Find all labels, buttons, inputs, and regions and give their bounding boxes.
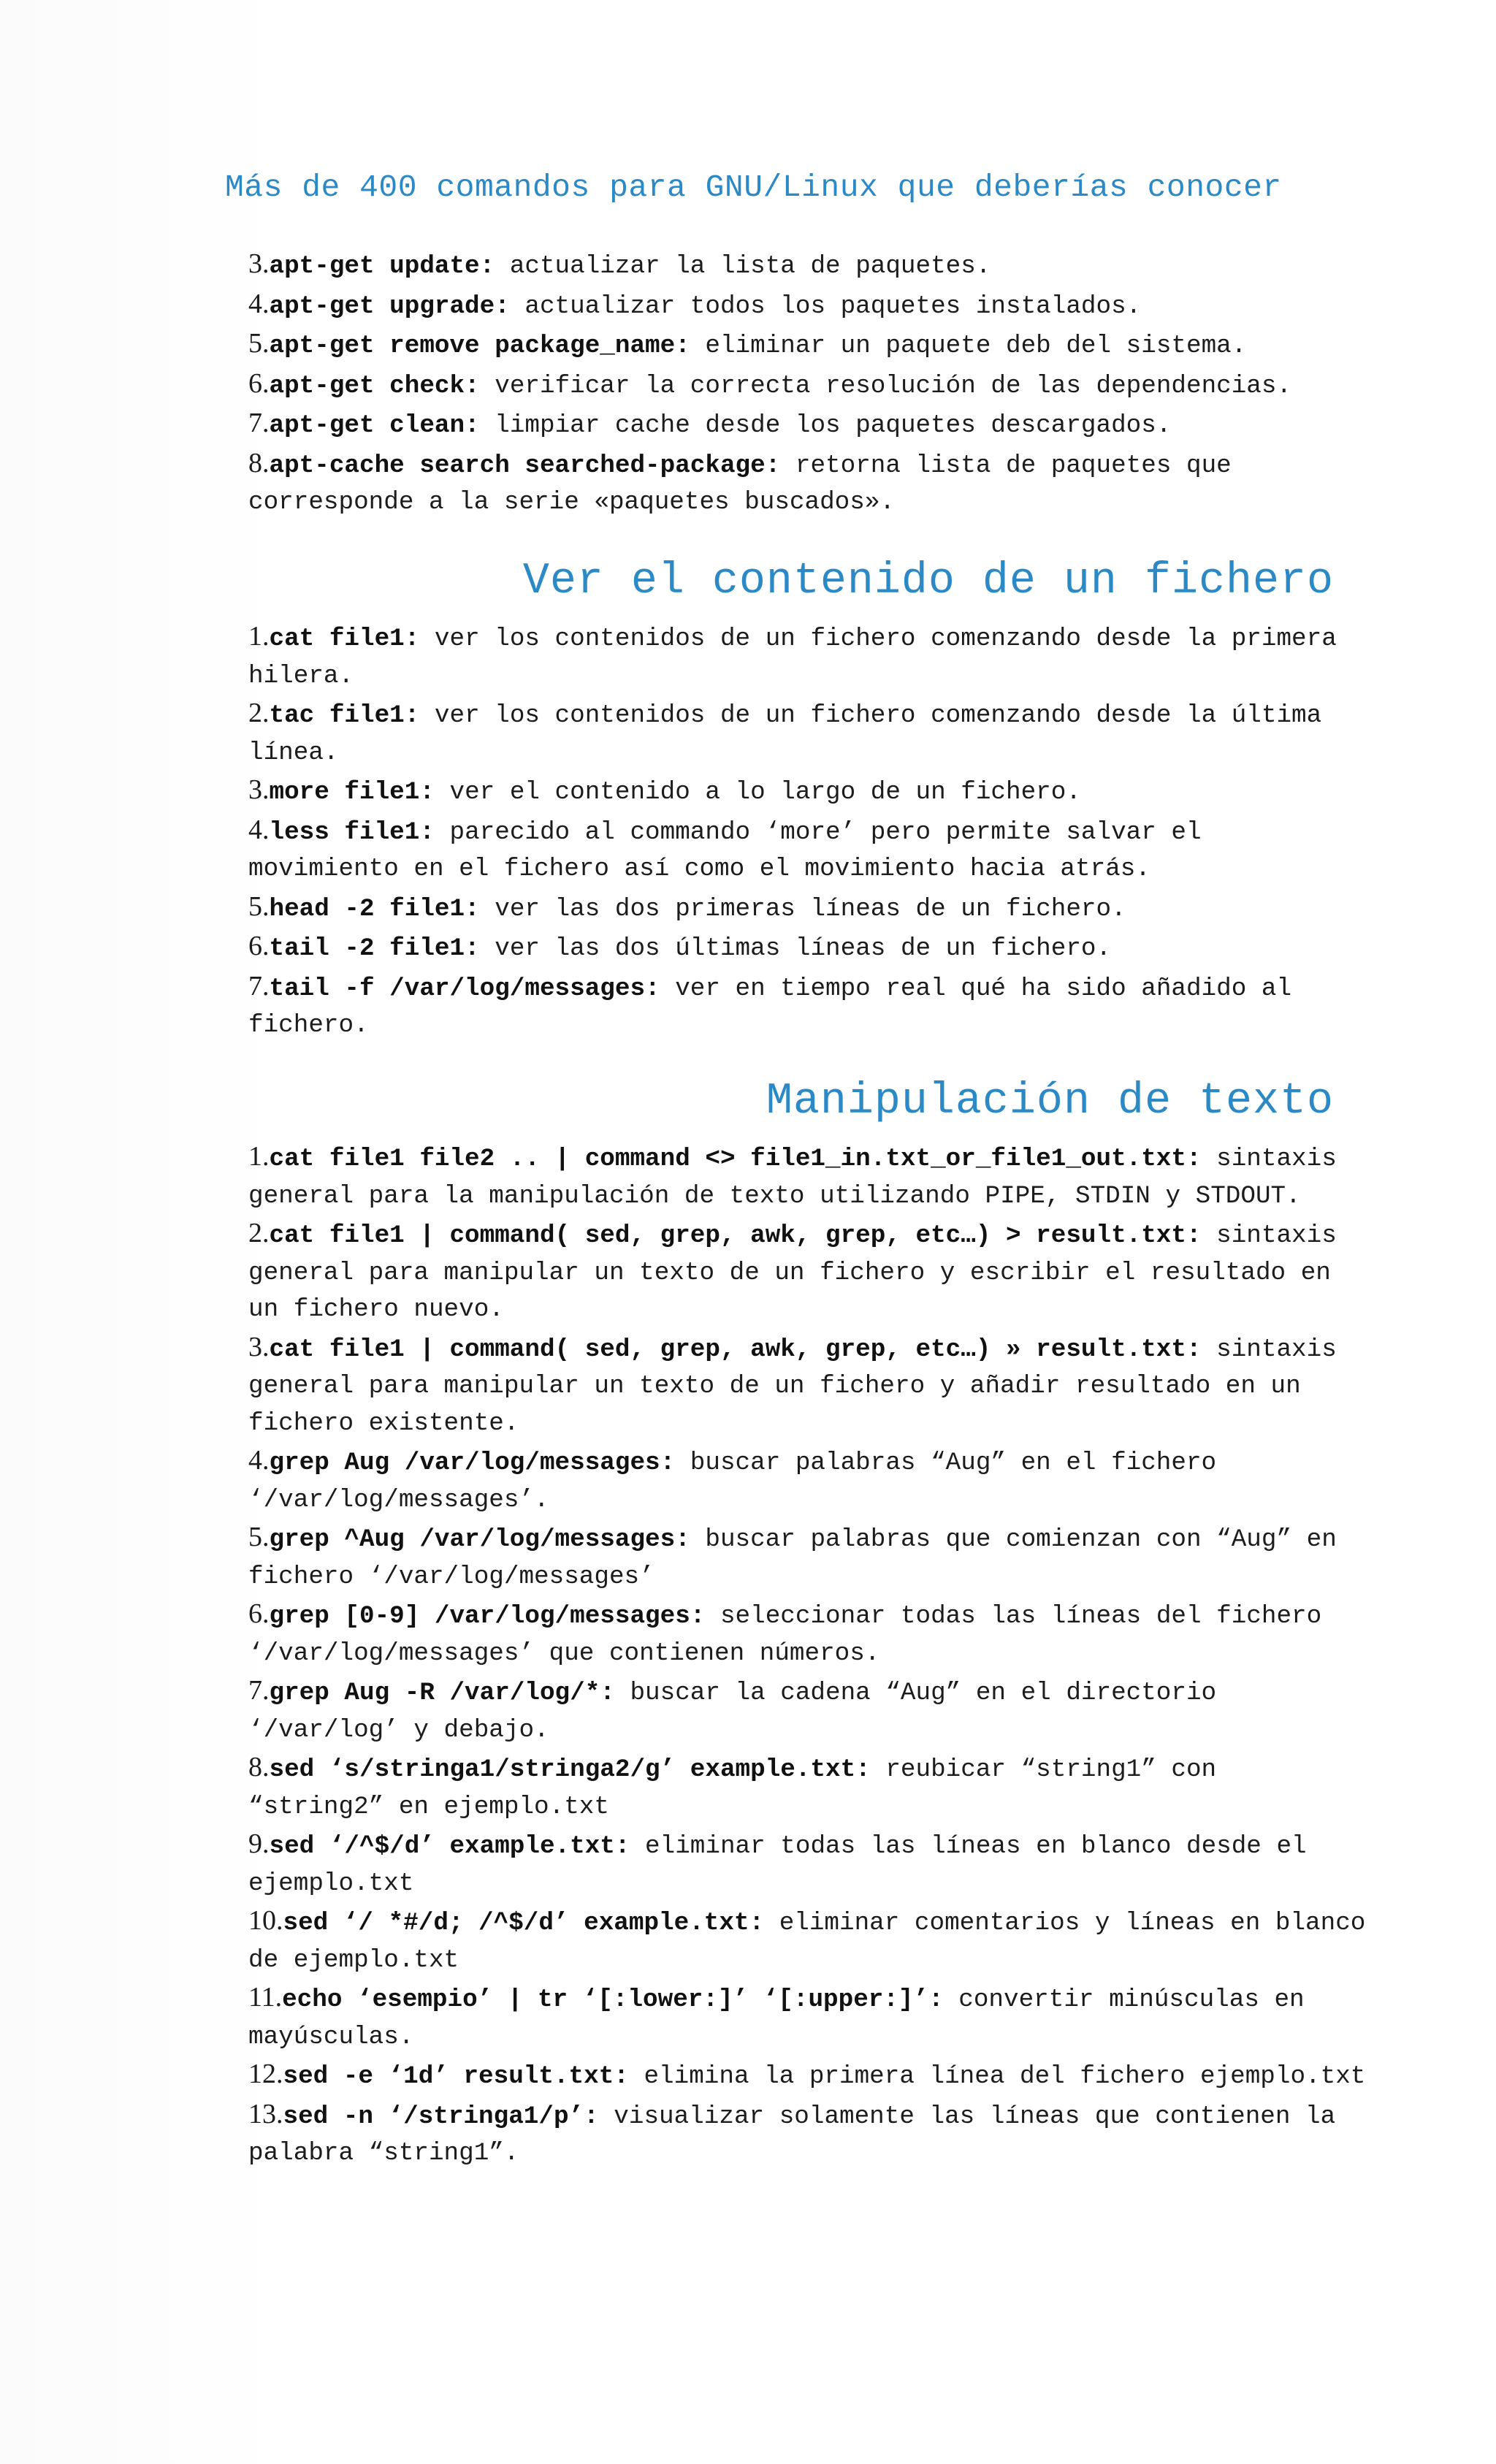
list-item (248, 771, 1366, 812)
list-item (248, 1749, 1366, 1826)
command-description: ver los contenidos de un fichero comenzando desde la última línea. (248, 701, 1322, 767)
command-description: buscar la cadena “Aug” en el directorio ‘/var/log’ y debajo. (248, 1679, 1217, 1744)
command-description: eliminar un paquete deb del sistema. (690, 332, 1247, 360)
list-item (248, 245, 1366, 286)
item-number: 2. (248, 1218, 270, 1248)
item-number: 5. (248, 890, 270, 922)
command-text: sed ‘s/stringa1/stringa2/g’ example.txt: (269, 1755, 871, 1784)
command-text: apt-get update: (269, 252, 495, 281)
command-description: elimina la primera línea del fichero ejemplo.txt (628, 2062, 1366, 2091)
item-number: 3. (248, 1331, 270, 1362)
item-number: 8. (248, 447, 270, 478)
command-description: sintaxis general para manipular un texto de un fichero y escribir el resultado en un fichero nuevo. (248, 1221, 1337, 1324)
item-number: 13. (248, 2098, 283, 2129)
command-text: tail -2 file1: (269, 934, 480, 963)
list-item (248, 812, 1366, 888)
list-item (248, 1215, 1366, 1329)
command-text: tac file1: (269, 701, 420, 730)
command-description: visualizar solamente las líneas que contienen la palabra “string1”. (248, 2102, 1336, 2167)
document-title: Más de 400 comandos para GNU/Linux que deberías conocer (225, 169, 1282, 205)
command-text: cat file1: (269, 625, 420, 653)
item-number: 6. (248, 367, 270, 399)
item-number: 5. (248, 1522, 270, 1552)
command-text: echo ‘esempio’ | tr ‘[:lower:]’ ‘[:upper:]’: (282, 1986, 944, 2014)
list-item (248, 325, 1366, 365)
command-description: ver el contenido a lo largo de un fichero. (434, 778, 1081, 806)
command-description: convertir minúsculas en mayúsculas. (248, 1986, 1305, 2051)
list-item (248, 1979, 1366, 2056)
command-text: apt-get remove package_name: (269, 332, 690, 360)
command-description: parecido al commando ‘more’ pero permite salvar el movimiento en el fichero así como el movimiento hacia atrás. (248, 817, 1202, 883)
list-item (248, 1902, 1366, 1979)
item-number: 5. (248, 328, 270, 359)
item-number: 9. (248, 1828, 270, 1859)
item-number: 2. (248, 698, 270, 728)
command-text: tail -f /var/log/messages: (269, 974, 660, 1003)
item-number: 4. (248, 814, 270, 845)
command-description: ver las dos últimas líneas de un fichero. (479, 934, 1112, 963)
command-text: apt-get check: (269, 371, 480, 400)
command-text: sed -e ‘1d’ result.txt: (283, 2062, 629, 2091)
command-description: actualizar la lista de paquetes. (495, 252, 991, 281)
command-text: cat file1 file2 .. | command <> file1_in.txt_or_file1_out.txt: (269, 1145, 1202, 1173)
list-item (248, 695, 1366, 771)
list-item (248, 1442, 1366, 1519)
command-description: verificar la correcta resolución de las dependencias. (479, 371, 1292, 400)
list-item (248, 286, 1366, 326)
list-item (248, 1672, 1366, 1749)
command-description: buscar palabras “Aug” en el fichero ‘/var/log/messages’. (248, 1449, 1217, 1514)
command-text: apt-cache search searched-package: (269, 451, 781, 480)
command-text: grep Aug -R /var/log/*: (269, 1679, 615, 1707)
section-heading-text-manipulation: Manipulación de texto (766, 1077, 1334, 1126)
list-item (248, 445, 1366, 522)
command-text: sed -n ‘/stringa1/p’: (283, 2102, 599, 2131)
item-number: 12. (248, 2059, 283, 2089)
command-description: limpiar cache desde los paquetes descargados. (479, 411, 1172, 440)
command-text: more file1: (269, 778, 435, 806)
section-heading-view-file: Ver el contenido de un fichero (522, 557, 1334, 606)
item-number: 7. (248, 408, 270, 438)
list-item (248, 1826, 1366, 1902)
command-text: apt-get upgrade: (269, 291, 510, 321)
item-number: 7. (248, 970, 270, 1002)
list-item (248, 968, 1366, 1045)
command-text: apt-get clean: (269, 411, 480, 440)
item-number: 1. (248, 1141, 270, 1172)
command-text: grep ^Aug /var/log/messages: (269, 1525, 690, 1554)
list-item (248, 1595, 1366, 1672)
command-text: head -2 file1: (269, 894, 480, 923)
item-number: 3. (248, 774, 270, 805)
command-description: ver las dos primeras líneas de un fichero. (479, 894, 1126, 923)
item-number: 8. (248, 1752, 270, 1782)
command-text: cat file1 | command( sed, grep, awk, grep, etc…) » result.txt: (269, 1335, 1202, 1364)
apt-commands-list (248, 245, 1366, 522)
item-number: 1. (248, 621, 270, 652)
command-description: eliminar todas las líneas en blanco desde el ejemplo.txt (248, 1832, 1307, 1898)
list-item (248, 2056, 1366, 2096)
list-item (248, 1329, 1366, 1443)
command-description: seleccionar todas las líneas del fichero ‘/var/log/messages’ que contienen números. (248, 1602, 1322, 1668)
list-item (248, 2096, 1366, 2173)
item-number: 10. (248, 1905, 283, 1936)
text-manipulation-commands-list (248, 1138, 1366, 2173)
command-description: eliminar comentarios y líneas en blanco de ejemplo.txt (248, 1909, 1366, 1975)
command-description: ver en tiempo real qué ha sido añadido al fichero. (248, 974, 1292, 1040)
command-description: buscar palabras que comienzan con “Aug” en fichero ‘/var/log/messages’ (248, 1525, 1337, 1591)
item-number: 6. (248, 1598, 270, 1629)
command-text: less file1: (269, 817, 435, 847)
list-item (248, 405, 1366, 445)
command-text: grep Aug /var/log/messages: (269, 1449, 676, 1477)
command-description: retorna lista de paquetes que corresponde a la serie «paquetes buscados». (248, 451, 1232, 516)
command-text: grep [0-9] /var/log/messages: (269, 1602, 706, 1630)
list-item (248, 888, 1366, 928)
command-text: cat file1 | command( sed, grep, awk, grep, etc…) > result.txt: (269, 1221, 1202, 1250)
command-description: reubicar “string1” con “string2” en ejemplo.txt (248, 1755, 1217, 1821)
command-description: sintaxis general para la manipulación de texto utilizando PIPE, STDIN y STDOUT. (248, 1145, 1337, 1210)
command-description: sintaxis general para manipular un texto de un fichero y añadir resultado en un fichero existente. (248, 1335, 1337, 1438)
item-number: 11. (248, 1982, 283, 2013)
item-number: 4. (248, 1445, 270, 1476)
view-file-commands-list (248, 618, 1366, 1045)
item-number: 4. (248, 288, 270, 319)
list-item (248, 365, 1366, 405)
list-item (248, 618, 1366, 695)
list-item (248, 1519, 1366, 1595)
list-item (248, 1138, 1366, 1215)
item-number: 3. (248, 248, 270, 279)
command-text: sed ‘/^$/d’ example.txt: (269, 1832, 630, 1861)
item-number: 7. (248, 1675, 270, 1706)
command-text: sed ‘/ *#/d; /^$/d’ example.txt: (283, 1909, 765, 1937)
command-description: ver los contenidos de un fichero comenzando desde la primera hilera. (248, 625, 1337, 690)
list-item (248, 928, 1366, 968)
item-number: 6. (248, 931, 270, 961)
command-description: actualizar todos los paquetes instalados. (509, 291, 1142, 321)
